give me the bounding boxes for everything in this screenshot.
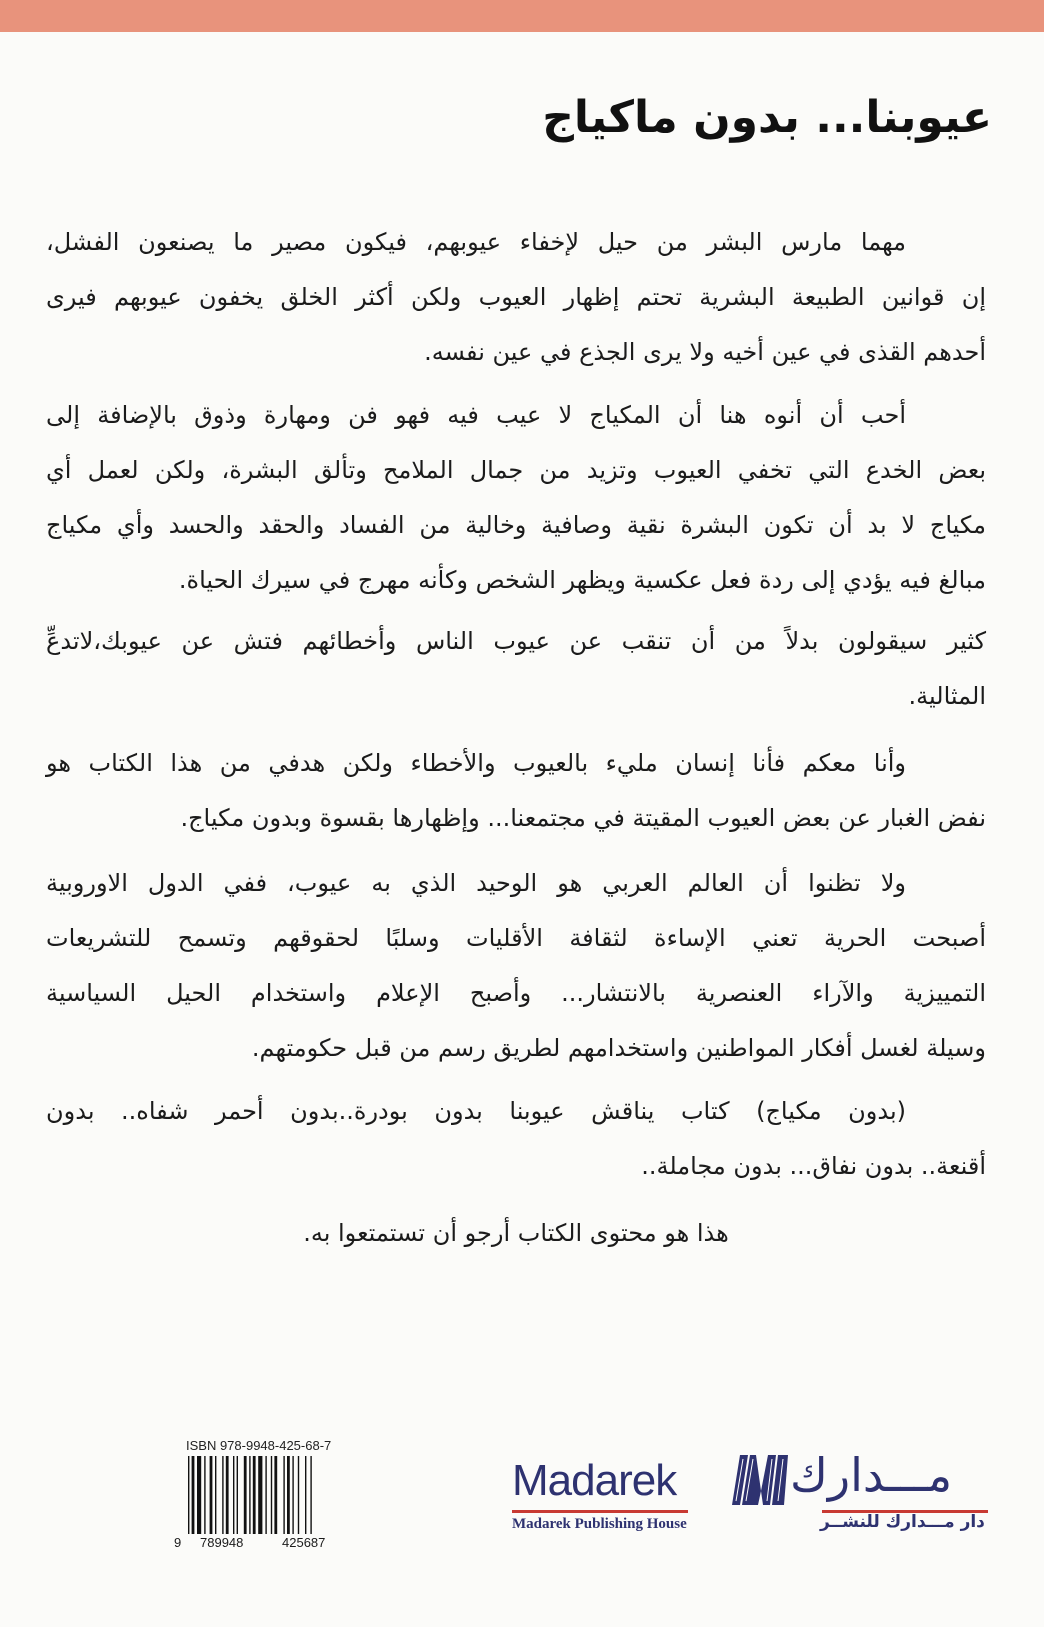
barcode-bar [274,1456,277,1534]
text-line: أحب أن أنوه هنا أن المكياج لا عيب فيه فهو فن ومهارة وذوق بالإضافة إلى [46,401,906,429]
text-line: المثالية. [908,682,986,710]
paragraph-1 [46,215,986,380]
barcode-digits-left: 789948 [200,1535,244,1550]
barcode-bar [298,1456,299,1534]
top-color-band [0,0,1044,32]
paragraph-3 [46,614,986,724]
text-line: إن قوانين الطبيعة البشرية تحتم إظهار العيوب ولكن أكثر الخلق يخفون عيوبهم فيرى [46,283,986,311]
barcode-bar [305,1456,306,1534]
barcode-digits-right: 425687 [282,1535,326,1550]
blurb-text [46,215,986,1261]
barcode-bar [258,1456,262,1534]
text-line: نفض الغبار عن بعض العيوب المقيتة في مجتمعنا... وإظهارها بقسوة وبدون مكياج. [180,804,986,832]
text-line: وأنا معكم فأنا إنسان مليء بالعيوب والأخطاء ولكن هدفي من هذا الكتاب هو [46,749,906,777]
text-line: وسيلة لغسل أفكار المواطنين واستخدامهم لطريق رسم من قبل حكومتهم. [251,1034,986,1062]
publisher-name-ar: مـــدارك [790,1448,953,1502]
text-line: التمييزية والآراء العنصرية بالانتشار... وأصبح الإعلام واستخدام الحيل السياسية [46,979,986,1007]
barcode-bar [197,1456,201,1534]
barcode-bar [253,1456,256,1534]
text-line: ولا تظنوا أن العالم العربي هو الوحيد الذي به عيوب، ففي الدول الاوروبية [46,869,906,897]
barcode-bar [210,1456,213,1534]
barcode-bar [204,1456,205,1534]
paragraph-4 [46,736,986,846]
paragraph-7 [46,1206,986,1261]
text-line: مكياج لا بد أن تكون البشرة نقية وصافية وخالية من الفساد والحقد والحسد وأي مكياج [46,511,986,539]
text-line: أصبحت الحرية تعني الإساءة لثقافة الأقليات وسلبًا لحقوقهم وتسمح للتشريعات [46,924,986,952]
barcode-digit-first: 9 [174,1535,182,1550]
barcode-bar [215,1456,216,1534]
text-line: هذا هو محتوى الكتاب أرجو أن تستمتعوا به. [303,1219,729,1247]
book-title: عيوبنا... بدون ماكياج [542,92,992,143]
text-line: مهما مارس البشر من حيل لإخفاء عيوبهم، فيكون مصير ما يصنعون الفشل، [46,228,906,256]
barcode-bar [249,1456,250,1534]
text-line: أحدهم القذى في عين أخيه ولا يرى الجذع في عين نفسه. [424,338,986,366]
text-line: بعض الخدع التي تخفي العيوب وتزيد من جمال الملامح وتألق البشرة، ولكن لعمل أي [46,456,986,484]
barcode-bar [237,1456,238,1534]
barcode [186,1456,356,1534]
publisher-subtitle-ar: دار مـــدارك للنشــر [820,1512,985,1532]
text-line: مبالغ فيه يؤدي إلى ردة فعل عكسية ويظهر الشخص وكأنه مهرج في سيرك الحياة. [178,566,986,594]
barcode-bar [283,1456,284,1534]
publisher-subtitle-en: Madarek Publishing House [512,1516,687,1532]
barcode-bar [265,1456,266,1534]
text-line: أقنعة.. بدون نفاق... بدون مجاملة.. [641,1152,986,1180]
barcode-bar [233,1456,234,1534]
barcode-bar [292,1456,293,1534]
publisher-name-en: Madarek [512,1456,677,1505]
barcode-bar [271,1456,272,1534]
barcode-bar [222,1456,223,1534]
barcode-bar [188,1456,189,1534]
text-line: كثير سيقولون بدلاً من أن تنقب عن عيوب الناس وأخطائهم فتش عن عيوبك،لاتدعِّ [46,627,986,655]
barcode-bar [192,1456,195,1534]
madarek-m-icon [730,1451,792,1507]
barcode-bar [244,1456,247,1534]
barcode-bar [287,1456,290,1534]
paragraph-6 [46,1084,986,1194]
barcode-bar [226,1456,229,1534]
paragraph-2 [46,388,986,608]
divider-line [512,1510,688,1513]
isbn-label: ISBN 978-9948-425-68-7 [186,1438,332,1453]
barcode-bar [310,1456,311,1534]
paragraph-5 [46,856,986,1076]
text-line: (بدون مكياج) كتاب يناقش عيوبنا بدون بودرة..بدون أحمر شفاه.. بدون [46,1097,906,1125]
